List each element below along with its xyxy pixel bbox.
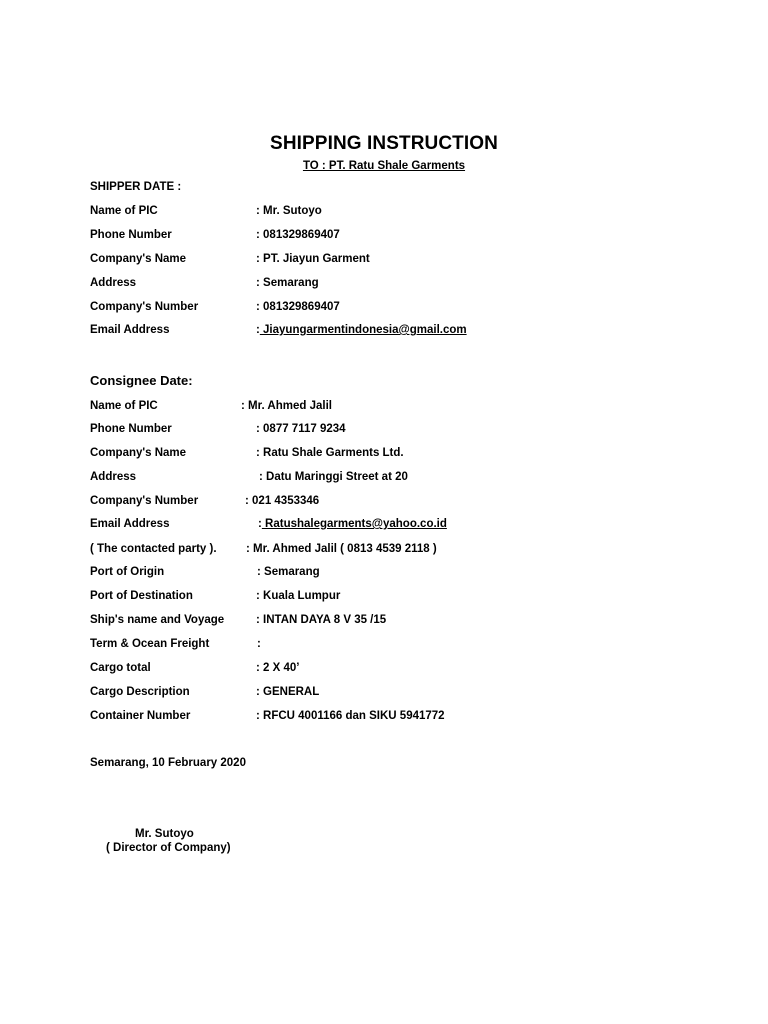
- row-label: Company's Name: [90, 447, 187, 459]
- email-colon: :: [258, 518, 262, 530]
- consignee-row-company-name: [0, 447, 768, 463]
- shipper-email-link[interactable]: Jiayungarmentindonesia@gmail.com: [259, 324, 467, 336]
- place-and-date: Semarang, 10 February 2020: [90, 757, 246, 769]
- row-value: : GENERAL: [256, 686, 320, 698]
- row-label: Ship's name and Voyage: [90, 614, 225, 626]
- consignee-heading: Consignee Date:: [90, 373, 193, 388]
- row-value: : 081329869407: [256, 301, 340, 313]
- consignee-row-port-of-origin: [0, 566, 768, 582]
- row-value: : Semarang: [257, 566, 320, 578]
- row-value: : Kuala Lumpur: [256, 590, 341, 602]
- shipper-row-phone-number: [0, 229, 768, 245]
- row-label: Phone Number: [90, 423, 172, 435]
- shipper-heading: SHIPPER DATE :: [90, 181, 182, 193]
- row-label: Cargo Description: [90, 686, 190, 698]
- consignee-row-cargo-description: [0, 686, 768, 702]
- row-value: : Semarang: [256, 277, 319, 289]
- consignee-row-cargo-total: [0, 662, 768, 678]
- row-label: Company's Name: [90, 253, 187, 265]
- shipper-row-company-name: [0, 253, 768, 269]
- email-colon: :: [256, 324, 260, 336]
- row-label: Company's Number: [90, 495, 199, 507]
- row-value: : Datu Maringgi Street at 20: [259, 471, 408, 483]
- row-value: : PT. Jiayun Garment: [256, 253, 370, 265]
- row-value: : 0877 7117 9234: [256, 423, 346, 435]
- signatory-name: Mr. Sutoyo: [135, 828, 194, 840]
- row-value: : 021 4353346: [245, 495, 320, 507]
- shipper-row-company-number: [0, 301, 768, 317]
- row-value: : 2 X 40’: [256, 662, 300, 674]
- row-label: ( The contacted party ).: [90, 543, 217, 555]
- row-value: [258, 518, 447, 530]
- consignee-row-address: [0, 471, 768, 487]
- consignee-row-company-number: [0, 495, 768, 511]
- row-label: Name of PIC: [90, 205, 158, 217]
- consignee-row-name-of-pic: [0, 400, 768, 416]
- recipient-line: TO : PT. Ratu Shale Garments: [302, 160, 466, 172]
- consignee-row-contacted-party: [0, 543, 768, 559]
- consignee-email-link[interactable]: Ratushalegarments@yahoo.co.id: [261, 518, 447, 530]
- row-label: Address: [90, 471, 137, 483]
- document-title: SHIPPING INSTRUCTION: [270, 133, 498, 154]
- row-label: Port of Destination: [90, 590, 193, 602]
- row-value: : 081329869407: [256, 229, 340, 241]
- row-label: Cargo total: [90, 662, 151, 674]
- row-value: : RFCU 4001166 dan SIKU 5941772: [256, 710, 445, 722]
- row-label: Name of PIC: [90, 400, 158, 412]
- row-label: Address: [90, 277, 137, 289]
- row-label: Email Address: [90, 324, 170, 336]
- consignee-row-term-ocean-freight: [0, 638, 768, 654]
- row-label: Company's Number: [90, 301, 199, 313]
- row-value: : Mr. Ahmed Jalil: [241, 400, 332, 412]
- signatory-title: ( Director of Company): [106, 842, 231, 854]
- shipper-row-name-of-pic: [0, 205, 768, 221]
- shipper-row-email-address: [0, 324, 768, 340]
- row-value: : Mr. Ahmed Jalil ( 0813 4539 2118 ): [246, 543, 437, 555]
- consignee-row-container-number: [0, 710, 768, 726]
- row-label: Phone Number: [90, 229, 172, 241]
- row-value: :: [257, 638, 261, 650]
- row-value: : Ratu Shale Garments Ltd.: [256, 447, 404, 459]
- row-label: Term & Ocean Freight: [90, 638, 210, 650]
- row-value: [256, 324, 467, 336]
- row-value: : INTAN DAYA 8 V 35 /15: [256, 614, 387, 626]
- consignee-row-port-of-destination: [0, 590, 768, 606]
- shipper-row-address: [0, 277, 768, 293]
- row-value: : Mr. Sutoyo: [256, 205, 322, 217]
- consignee-row-email-address: [0, 518, 768, 534]
- row-label: Email Address: [90, 518, 170, 530]
- consignee-row-phone-number: [0, 423, 768, 439]
- consignee-row-ship-name-voyage: [0, 614, 768, 630]
- row-label: Port of Origin: [90, 566, 165, 578]
- row-label: Container Number: [90, 710, 191, 722]
